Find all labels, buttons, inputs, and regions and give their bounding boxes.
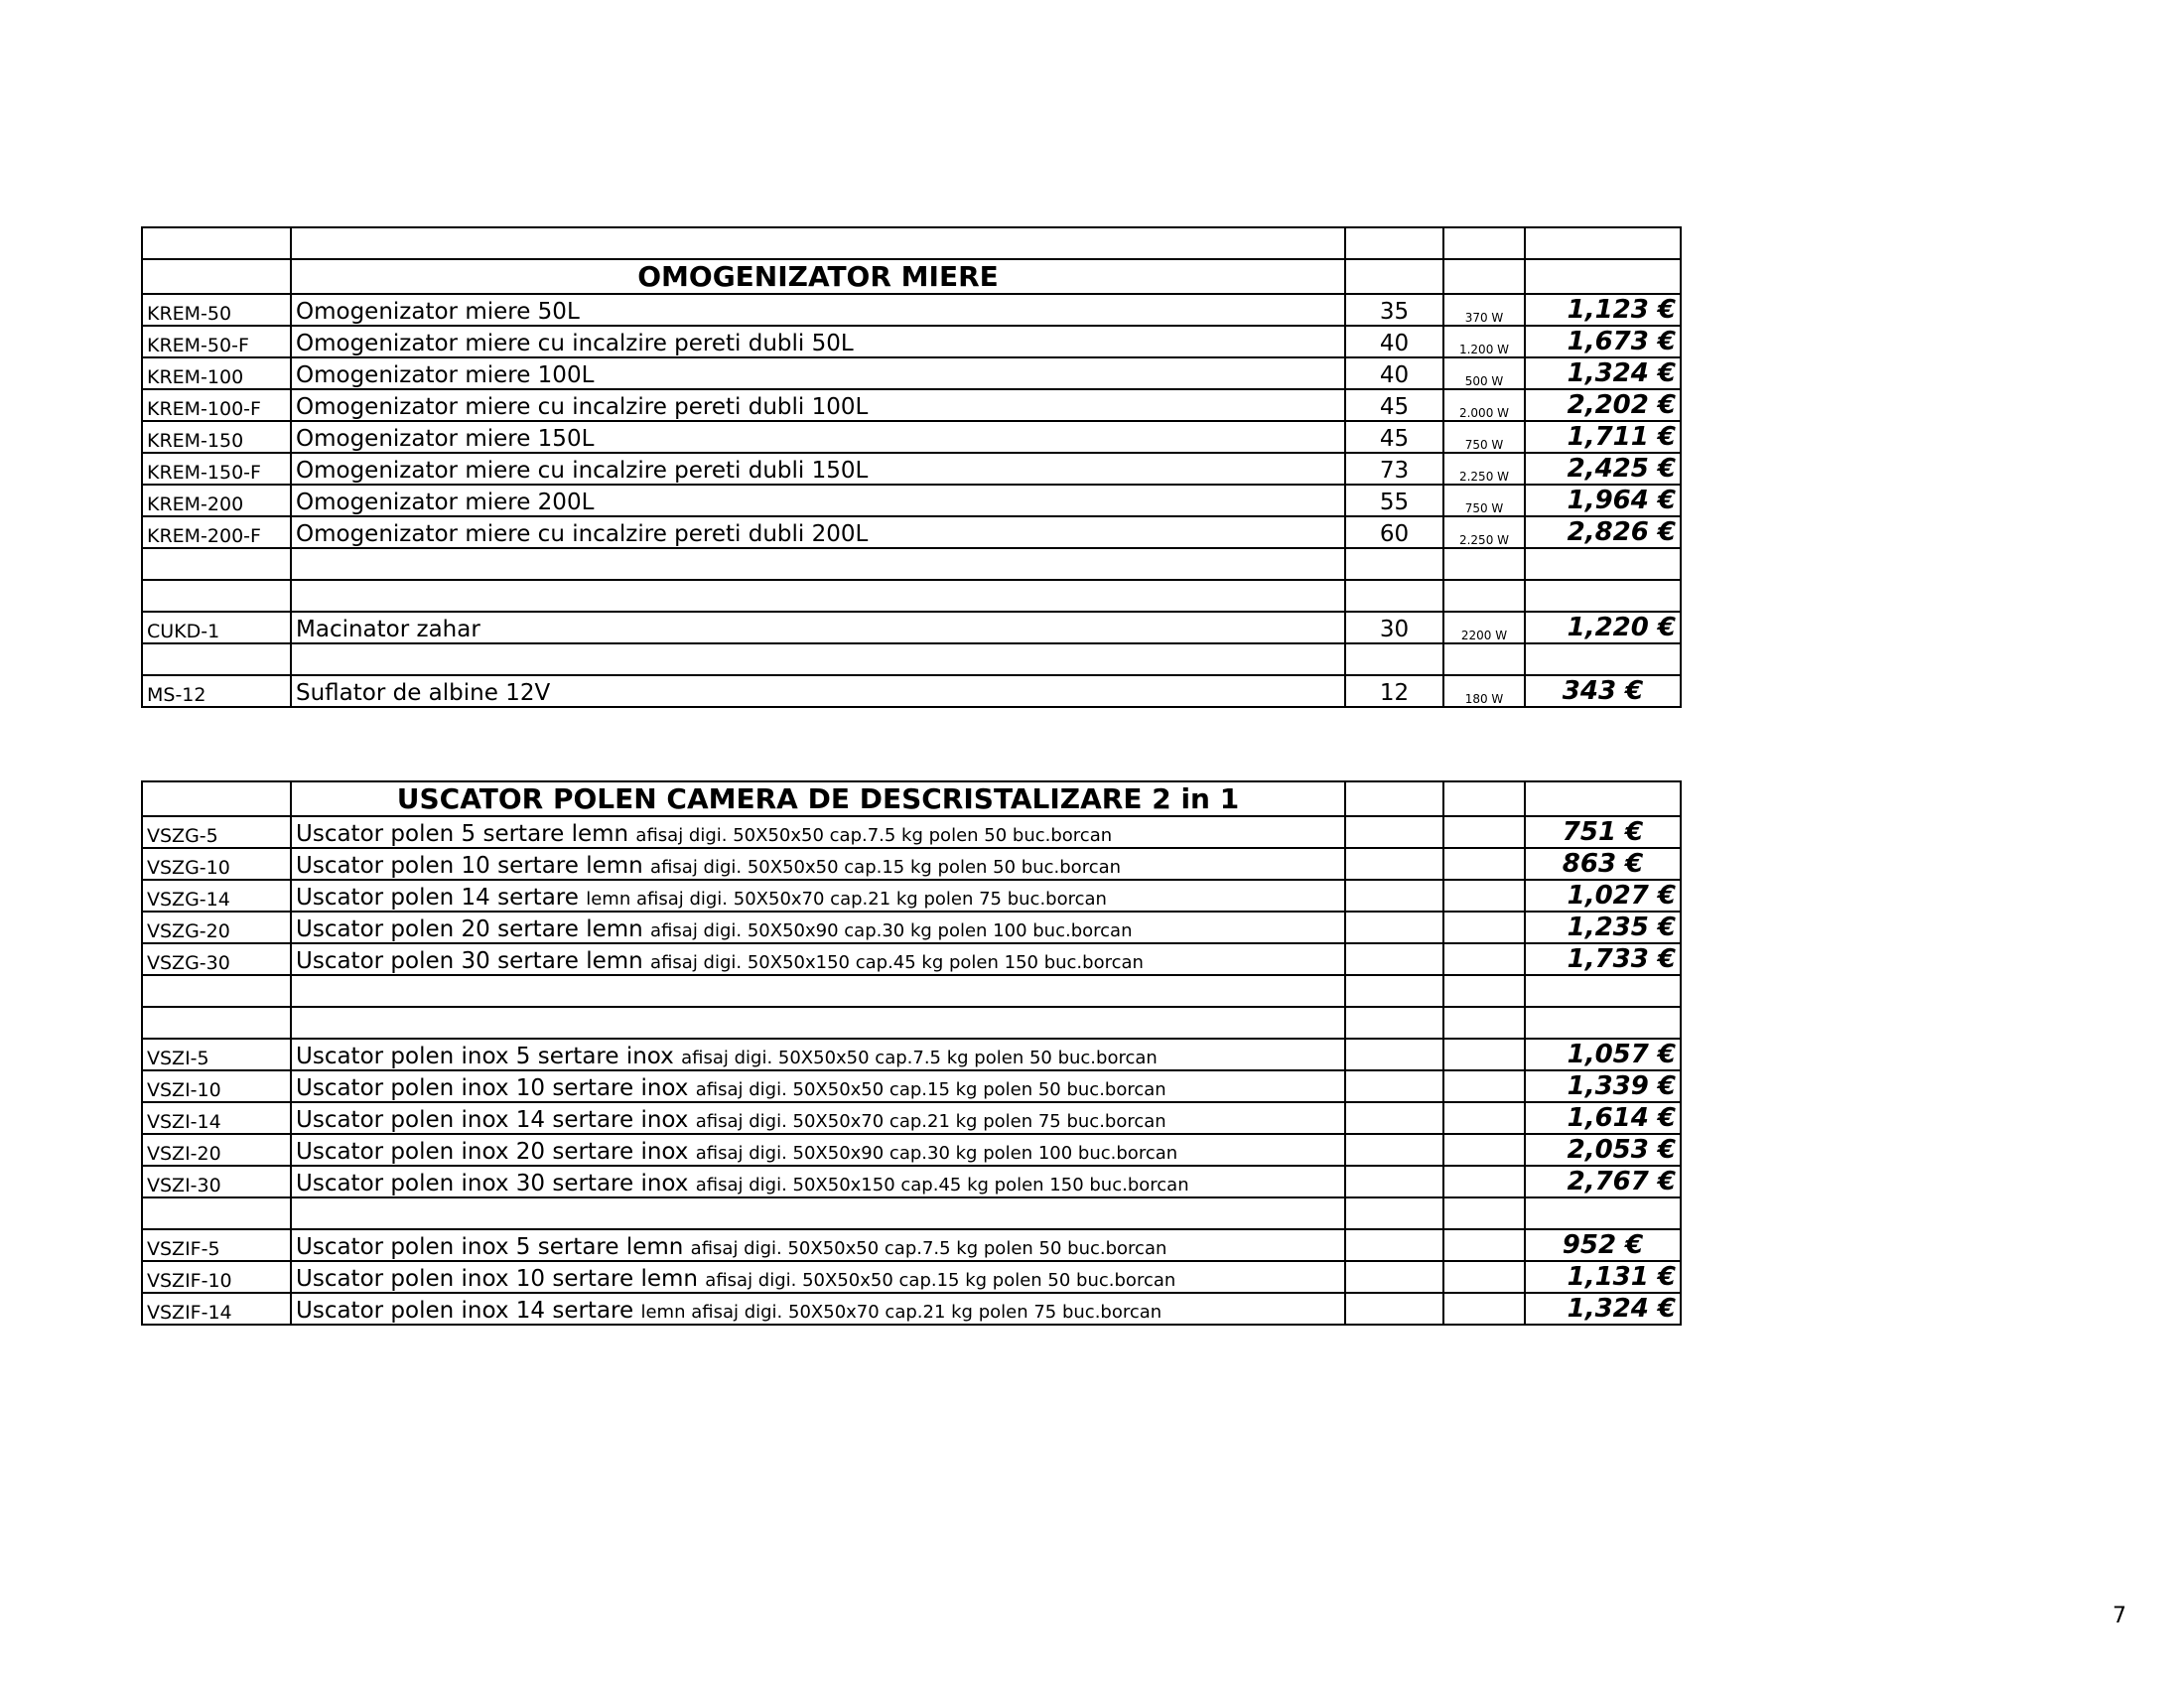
- product-power: 2.250 W: [1443, 516, 1525, 548]
- product-details: afisaj digi. 50X50x50 cap.7.5 kg polen 50 buc.borcan: [690, 1238, 1167, 1259]
- product-details: afisaj digi. 50X50x50 cap.15 kg polen 50 buc.borcan: [695, 1079, 1166, 1100]
- product-code: KREM-50-F: [142, 326, 291, 357]
- product-description: Omogenizator miere 100L: [291, 357, 1345, 389]
- product-price: 863 €: [1525, 848, 1681, 880]
- product-price: 2,425 €: [1525, 453, 1681, 485]
- product-name: Uscator polen inox 30 sertare inox: [296, 1171, 689, 1196]
- product-description: [291, 1070, 1345, 1102]
- product-details: afisaj digi. 50X50x50 cap.15 kg polen 50 buc.borcan: [705, 1270, 1176, 1291]
- product-code: VSZG-14: [142, 880, 291, 912]
- product-weight: 40: [1345, 326, 1443, 357]
- product-description: [291, 1293, 1345, 1325]
- product-power: 750 W: [1443, 421, 1525, 453]
- table-row: [142, 912, 1681, 943]
- product-description: Macinator zahar: [291, 612, 1345, 643]
- product-code: VSZG-20: [142, 912, 291, 943]
- product-name: Uscator polen 30 sertare lemn: [296, 948, 643, 974]
- product-description: [291, 1229, 1345, 1261]
- product-details: afisaj digi. 50X50x150 cap.45 kg polen 150 buc.borcan: [650, 952, 1144, 973]
- product-code: VSZI-5: [142, 1039, 291, 1070]
- product-price: 1,673 €: [1525, 326, 1681, 357]
- product-power: 2.250 W: [1443, 453, 1525, 485]
- product-code: KREM-200: [142, 485, 291, 516]
- product-details: afisaj digi. 50X50x90 cap.30 kg polen 100 buc.borcan: [650, 920, 1133, 941]
- product-weight: 12: [1345, 675, 1443, 707]
- product-name: Uscator polen 5 sertare lemn: [296, 821, 629, 847]
- product-name: Uscator polen inox 10 sertare lemn: [296, 1266, 698, 1292]
- table-row: [142, 516, 1681, 548]
- product-price: 2,826 €: [1525, 516, 1681, 548]
- product-description: Omogenizator miere 50L: [291, 294, 1345, 326]
- product-code: KREM-100-F: [142, 389, 291, 421]
- product-price: 343 €: [1525, 675, 1681, 707]
- product-price: 1,057 €: [1525, 1039, 1681, 1070]
- product-price: 2,767 €: [1525, 1166, 1681, 1197]
- product-price: 1,324 €: [1525, 357, 1681, 389]
- product-price: 952 €: [1525, 1229, 1681, 1261]
- product-price: 1,711 €: [1525, 421, 1681, 453]
- table-row: [142, 1293, 1681, 1325]
- product-details: afisaj digi. 50X50x70 cap.21 kg polen 75 buc.borcan: [695, 1111, 1166, 1132]
- product-code: CUKD-1: [142, 612, 291, 643]
- product-power: 180 W: [1443, 675, 1525, 707]
- product-code: KREM-150: [142, 421, 291, 453]
- empty-row: [142, 1197, 1681, 1229]
- product-price: 1,324 €: [1525, 1293, 1681, 1325]
- section-title: OMOGENIZATOR MIERE: [291, 259, 1345, 294]
- product-details: afisaj digi. 50X50x50 cap.15 kg polen 50 buc.borcan: [650, 857, 1122, 878]
- product-power: 370 W: [1443, 294, 1525, 326]
- product-description: [291, 1134, 1345, 1166]
- product-details: afisaj digi. 50X50x90 cap.30 kg polen 100 buc.borcan: [695, 1143, 1178, 1164]
- product-name: Uscator polen 10 sertare lemn: [296, 853, 643, 879]
- product-details: afisaj digi. 50X50x50 cap.7.5 kg polen 50 buc.borcan: [635, 825, 1113, 846]
- table-row: [142, 485, 1681, 516]
- product-description: Suflator de albine 12V: [291, 675, 1345, 707]
- empty-row: [142, 227, 1681, 259]
- product-code: MS-12: [142, 675, 291, 707]
- product-code: VSZI-10: [142, 1070, 291, 1102]
- product-price: 1,131 €: [1525, 1261, 1681, 1293]
- product-name: Uscator polen inox 10 sertare inox: [296, 1075, 689, 1101]
- table-row: [142, 943, 1681, 975]
- product-power: 500 W: [1443, 357, 1525, 389]
- product-description: Omogenizator miere 150L: [291, 421, 1345, 453]
- product-code: VSZI-20: [142, 1134, 291, 1166]
- product-name: Uscator polen inox 20 sertare inox: [296, 1139, 689, 1165]
- product-price: 1,235 €: [1525, 912, 1681, 943]
- section-title-row: [142, 781, 1681, 816]
- product-description: Omogenizator miere cu incalzire pereti dubli 50L: [291, 326, 1345, 357]
- product-description: [291, 1166, 1345, 1197]
- product-weight: 73: [1345, 453, 1443, 485]
- table-row: [142, 421, 1681, 453]
- product-weight: 30: [1345, 612, 1443, 643]
- product-code: VSZG-30: [142, 943, 291, 975]
- product-weight: 45: [1345, 389, 1443, 421]
- table-row: [142, 848, 1681, 880]
- product-weight: 40: [1345, 357, 1443, 389]
- empty-row: [142, 548, 1681, 580]
- table-row: [142, 294, 1681, 326]
- table-row: [142, 453, 1681, 485]
- table-row: [142, 880, 1681, 912]
- product-name: Uscator polen inox 5 sertare inox: [296, 1044, 674, 1069]
- table-row: [142, 1070, 1681, 1102]
- table-row: [142, 357, 1681, 389]
- product-code: VSZG-5: [142, 816, 291, 848]
- honey-homogenizer-price-table: [141, 226, 1682, 708]
- table-row: [142, 1039, 1681, 1070]
- product-name: Uscator polen 20 sertare lemn: [296, 916, 643, 942]
- product-price: 751 €: [1525, 816, 1681, 848]
- table-row: [142, 1166, 1681, 1197]
- product-code: VSZIF-14: [142, 1293, 291, 1325]
- product-details: afisaj digi. 50X50x50 cap.7.5 kg polen 50 buc.borcan: [681, 1048, 1158, 1068]
- product-code: VSZIF-10: [142, 1261, 291, 1293]
- product-description: Omogenizator miere cu incalzire pereti dubli 200L: [291, 516, 1345, 548]
- product-price: 2,202 €: [1525, 389, 1681, 421]
- empty-row: [142, 975, 1681, 1007]
- table-row: [142, 612, 1681, 643]
- pollen-dryer-price-table: [141, 780, 1682, 1326]
- product-weight: 60: [1345, 516, 1443, 548]
- page-number: 7: [2113, 1604, 2126, 1628]
- product-description: Omogenizator miere cu incalzire pereti dubli 100L: [291, 389, 1345, 421]
- empty-row: [142, 580, 1681, 612]
- table-row: [142, 816, 1681, 848]
- product-details: lemn afisaj digi. 50X50x70 cap.21 kg polen 75 buc.borcan: [586, 889, 1107, 910]
- table-row: [142, 1229, 1681, 1261]
- product-price: 1,614 €: [1525, 1102, 1681, 1134]
- product-code: VSZI-30: [142, 1166, 291, 1197]
- product-price: 1,220 €: [1525, 612, 1681, 643]
- product-power: 2200 W: [1443, 612, 1525, 643]
- product-code: VSZG-10: [142, 848, 291, 880]
- product-code: VSZI-14: [142, 1102, 291, 1134]
- section-title: USCATOR POLEN CAMERA DE DESCRISTALIZARE 2 in 1: [291, 781, 1345, 816]
- product-code: VSZIF-5: [142, 1229, 291, 1261]
- product-power: 2.000 W: [1443, 389, 1525, 421]
- product-weight: 45: [1345, 421, 1443, 453]
- empty-row: [142, 643, 1681, 675]
- table-row: [142, 389, 1681, 421]
- product-name: Uscator polen inox 14 sertare: [296, 1298, 634, 1324]
- product-description: [291, 816, 1345, 848]
- table-row: [142, 1102, 1681, 1134]
- table-row: [142, 1261, 1681, 1293]
- table-row: [142, 675, 1681, 707]
- product-price: 1,027 €: [1525, 880, 1681, 912]
- empty-row: [142, 1007, 1681, 1039]
- product-price: 2,053 €: [1525, 1134, 1681, 1166]
- product-description: [291, 1261, 1345, 1293]
- product-power: 750 W: [1443, 485, 1525, 516]
- product-weight: 35: [1345, 294, 1443, 326]
- product-details: lemn afisaj digi. 50X50x70 cap.21 kg polen 75 buc.borcan: [640, 1302, 1162, 1323]
- section-title-row: [142, 259, 1681, 294]
- product-power: 1.200 W: [1443, 326, 1525, 357]
- product-description: [291, 848, 1345, 880]
- product-code: KREM-100: [142, 357, 291, 389]
- product-description: Omogenizator miere cu incalzire pereti dubli 150L: [291, 453, 1345, 485]
- product-description: [291, 943, 1345, 975]
- product-description: [291, 880, 1345, 912]
- product-price: 1,964 €: [1525, 485, 1681, 516]
- product-description: [291, 1039, 1345, 1070]
- product-code: KREM-200-F: [142, 516, 291, 548]
- product-name: Uscator polen inox 5 sertare lemn: [296, 1234, 684, 1260]
- product-code: KREM-50: [142, 294, 291, 326]
- product-price: 1,339 €: [1525, 1070, 1681, 1102]
- product-description: Omogenizator miere 200L: [291, 485, 1345, 516]
- product-price: 1,733 €: [1525, 943, 1681, 975]
- product-details: afisaj digi. 50X50x150 cap.45 kg polen 150 buc.borcan: [695, 1175, 1189, 1196]
- product-name: Uscator polen inox 14 sertare inox: [296, 1107, 689, 1133]
- product-weight: 55: [1345, 485, 1443, 516]
- product-description: [291, 1102, 1345, 1134]
- product-price: 1,123 €: [1525, 294, 1681, 326]
- table-row: [142, 1134, 1681, 1166]
- product-name: Uscator polen 14 sertare: [296, 885, 579, 911]
- table-row: [142, 326, 1681, 357]
- product-code: KREM-150-F: [142, 453, 291, 485]
- product-description: [291, 912, 1345, 943]
